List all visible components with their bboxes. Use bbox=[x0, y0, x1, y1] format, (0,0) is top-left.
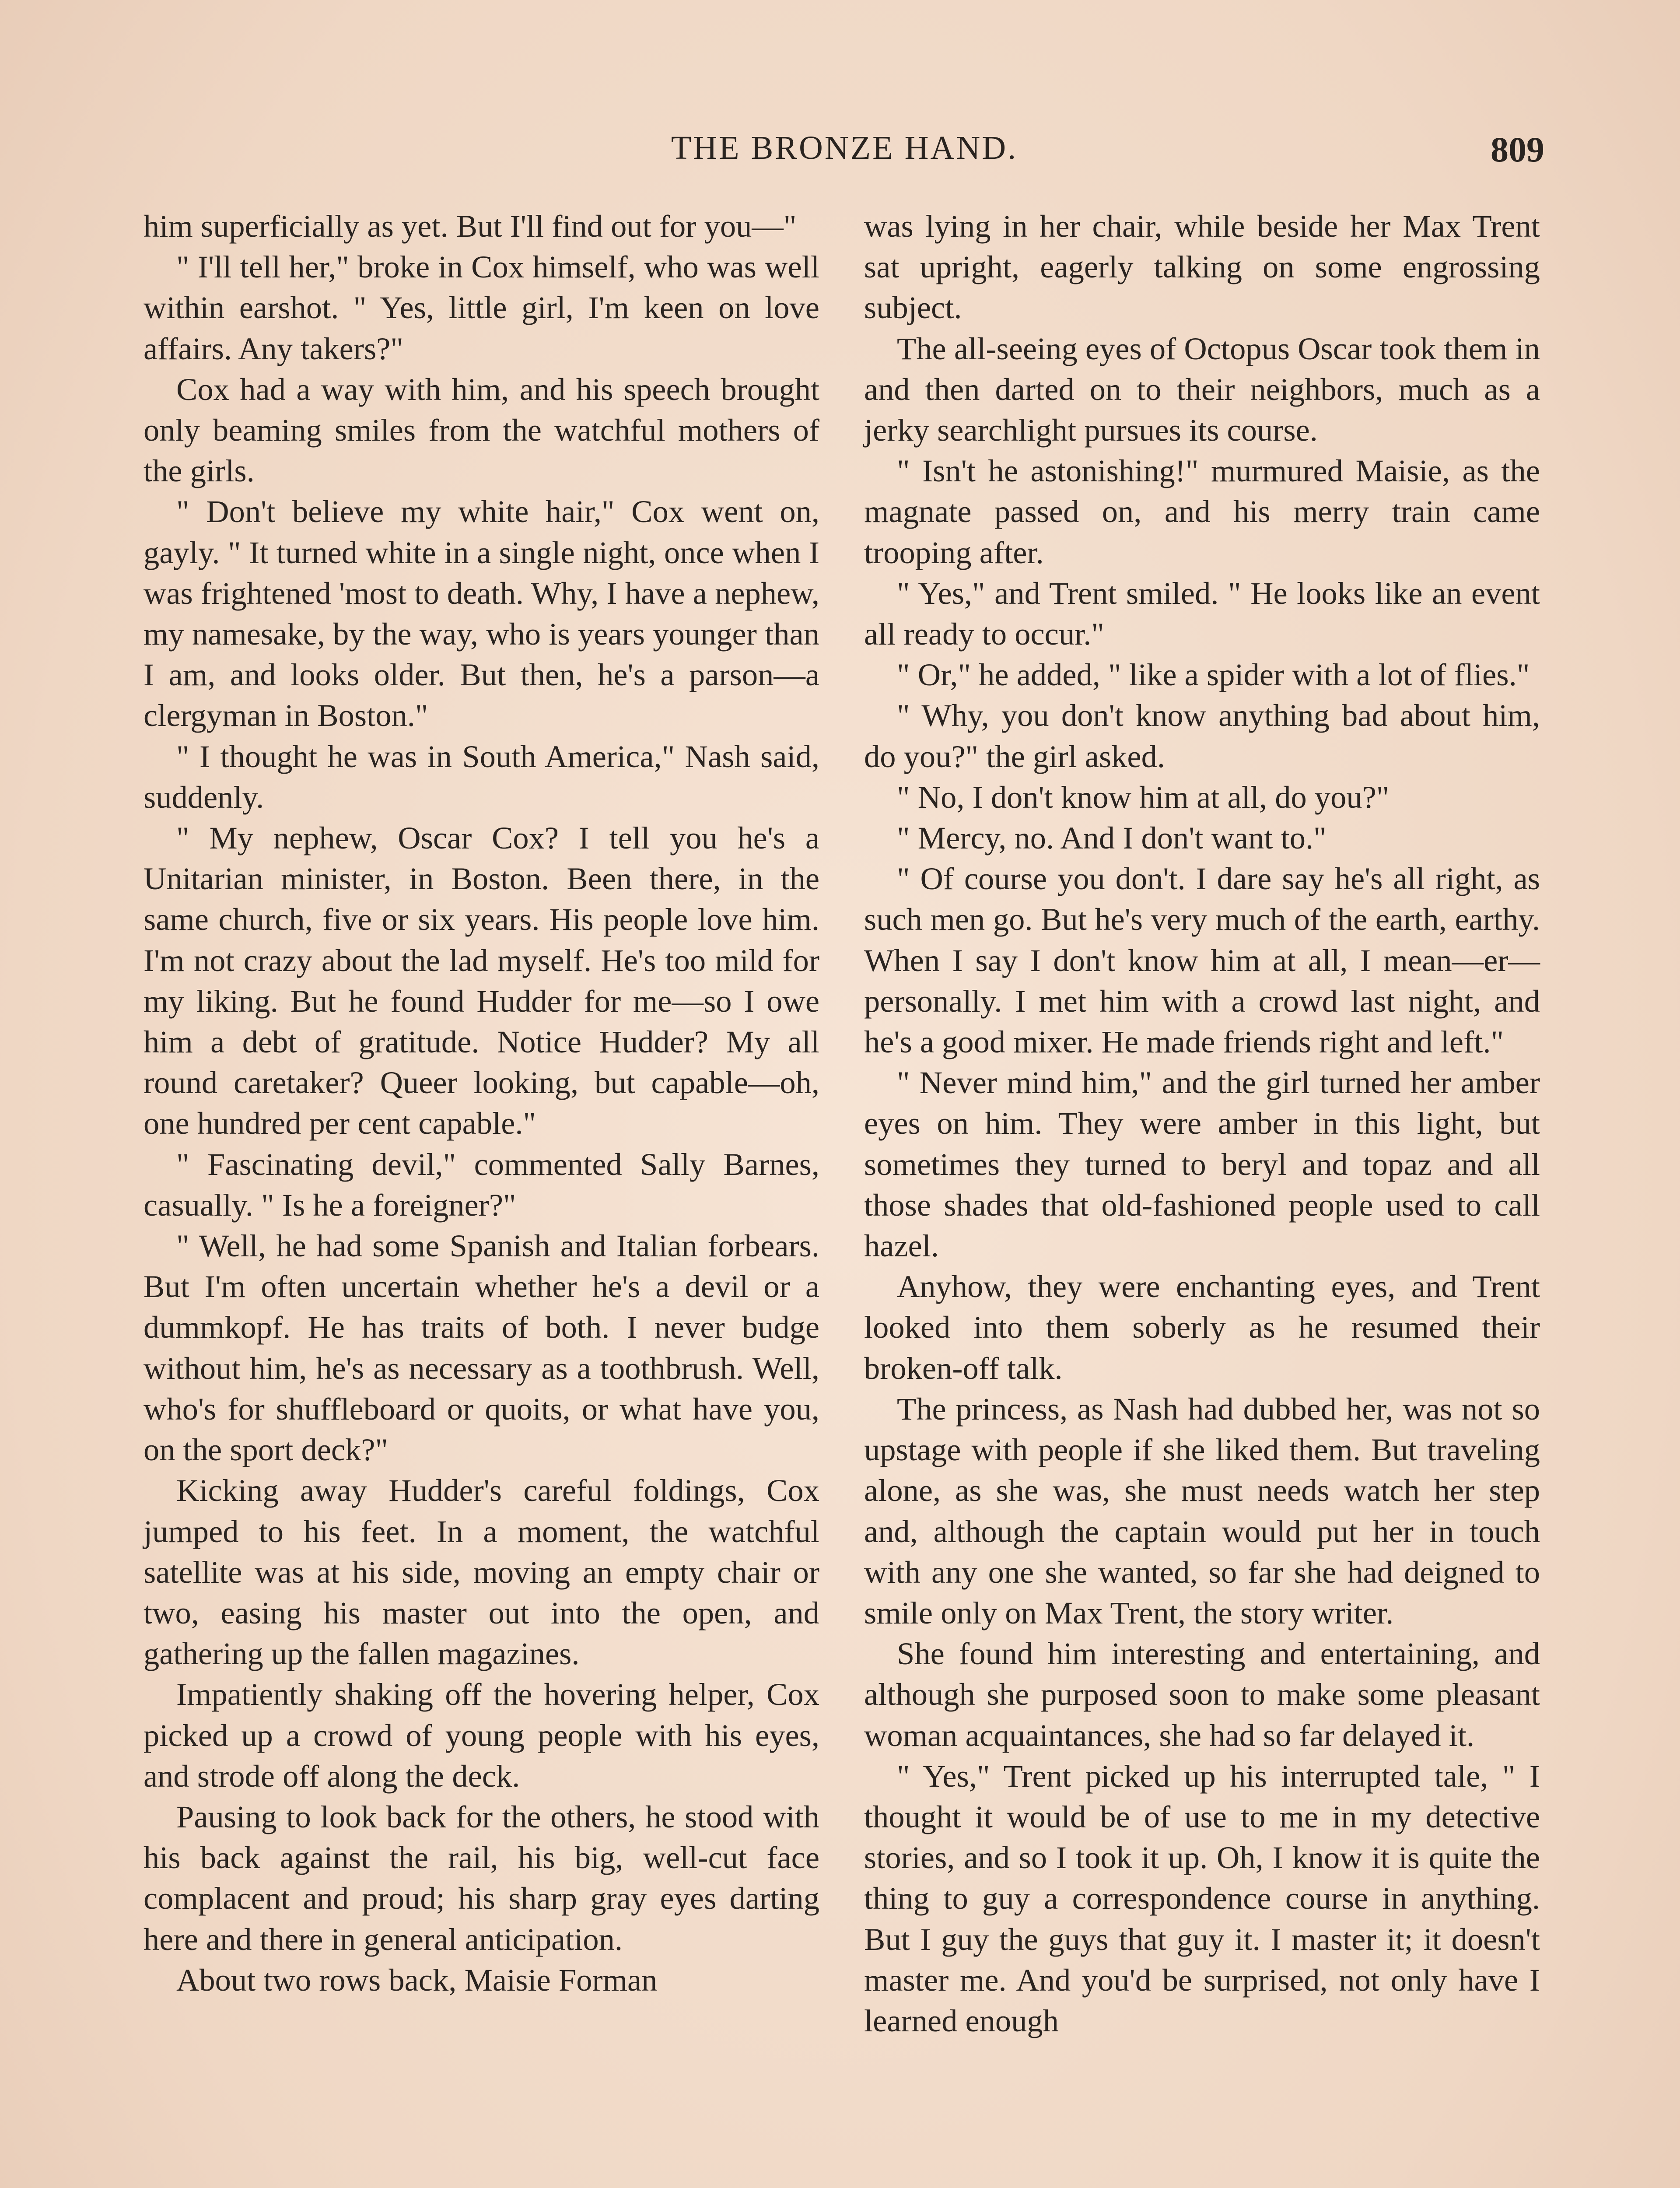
paragraph: " Well, he had some Spanish and Italian forbears. But I'm often uncertain whether he's a devil or a dummkopf. He has traits of both. I never budge without him, he's as necessary as a toothbrush. Well, who's for shuffleboard or quoits, or what have you, on the sport deck?" bbox=[144, 1228, 819, 1468]
paragraph: " I thought he was in South America," Nash said, suddenly. bbox=[144, 738, 819, 815]
paragraph: " Yes," Trent picked up his interrupted tale, " I thought it would be of use to me in my detective stories, and so I took it up. Oh, I know it is quite the thing to guy a correspondence course in anything. But I guy the guys that guy it. I master it; it doesn't master me. And you'd be surprised, not only have I learned enough bbox=[864, 1758, 1540, 2038]
paragraph: him superficially as yet. But I'll find out for you—" bbox=[144, 208, 797, 244]
paragraph: Anyhow, they were enchanting eyes, and Trent looked into them soberly as he resumed their broken-off talk. bbox=[864, 1269, 1540, 1386]
paragraph: " Yes," and Trent smiled. " He looks like an event all ready to occur." bbox=[864, 575, 1540, 652]
paragraph: She found him interesting and entertaining, and although she purposed soon to make some pleasant woman acquaintances, she had so far delayed it. bbox=[864, 1636, 1540, 1753]
paragraph: Impatiently shaking off the hovering helper, Cox picked up a crowd of young people with his eyes, and strode off along the deck. bbox=[144, 1676, 819, 1794]
paragraph: " Isn't he astonishing!" murmured Maisie, as the magnate passed on, and his merry train came trooping after. bbox=[864, 453, 1540, 570]
paragraph: was lying in her chair, while beside her Max Trent sat upright, eagerly talking on some engrossing subject. bbox=[864, 208, 1540, 326]
paragraph: Pausing to look back for the others, he stood with his back against the rail, his big, well-cut face complacent and proud; his sharp gray eyes darting here and there in general anticipation. bbox=[144, 1799, 819, 1957]
paragraph: Cox had a way with him, and his speech brought only beaming smiles from the watchful mothers of the girls. bbox=[144, 371, 819, 489]
paragraph: " I'll tell her," broke in Cox himself, who was well within earshot. " Yes, little girl, I'm keen on love affairs. Any takers?" bbox=[144, 249, 819, 366]
paragraph: " Mercy, no. And I don't want to." bbox=[897, 820, 1326, 856]
page-header bbox=[144, 129, 1544, 182]
paragraph: About two rows back, Maisie Forman bbox=[176, 1962, 658, 1998]
paragraph: The all-seeing eyes of Octopus Oscar took them in and then darted on to their neighbors, much as a jerky searchlight pursues its course. bbox=[864, 330, 1540, 448]
paragraph: " Fascinating devil," commented Sally Barnes, casually. " Is he a foreigner?" bbox=[144, 1146, 819, 1223]
left-column bbox=[144, 206, 819, 2000]
paragraph: " Or," he added, " like a spider with a lot of flies." bbox=[897, 657, 1530, 693]
right-column bbox=[864, 206, 1540, 2041]
running-title: THE BRONZE HAND. bbox=[671, 130, 1018, 166]
page-number: 809 bbox=[1491, 130, 1544, 169]
paragraph: " Why, you don't know anything bad about him, do you?" the girl asked. bbox=[864, 698, 1540, 774]
paragraph: " No, I don't know him at all, do you?" bbox=[897, 779, 1390, 815]
paragraph: The princess, as Nash had dubbed her, was not so upstage with people if she liked them. But traveling alone, as she was, she must needs watch her step and, although the captain would put her in touch with any one she wanted, so far she had deigned to smile only on Max Trent, the story writer. bbox=[864, 1391, 1540, 1630]
paragraph: Kicking away Hudder's careful foldings, Cox jumped to his feet. In a moment, the watchful satellite was at his side, moving an empty chair or two, easing his master out into the open, and gathering up the fallen magazines. bbox=[144, 1473, 819, 1672]
paragraph: " Never mind him," and the girl turned her amber eyes on him. They were amber in this light, but sometimes they turned to beryl and topaz and all those shades that old-fashioned people used to call hazel. bbox=[864, 1065, 1540, 1264]
paragraph: " Of course you don't. I dare say he's all right, as such men go. But he's very much of the earth, earthy. When I say I don't know him at all, I mean—er—personally. I met him with a crowd last night, and he's a good mixer. He made friends right and left." bbox=[864, 861, 1540, 1060]
paragraph: " Don't believe my white hair," Cox went on, gayly. " It turned white in a single night, once when I was frightened 'most to death. Why, I have a nephew, my namesake, by the way, who is years younger than I am, and looks older. But then, he's a parson—a clergyman in Boston." bbox=[144, 494, 819, 733]
paragraph: " My nephew, Oscar Cox? I tell you he's a Unitarian minister, in Boston. Been there, in the same church, five or six years. His people love him. I'm not crazy about the lad myself. He's too mild for my liking. But he found Hudder for me—so I owe him a debt of gratitude. Notice Hudder? My all round caretaker? Queer looking, but capable—oh, one hundred per cent capable." bbox=[144, 820, 819, 1141]
